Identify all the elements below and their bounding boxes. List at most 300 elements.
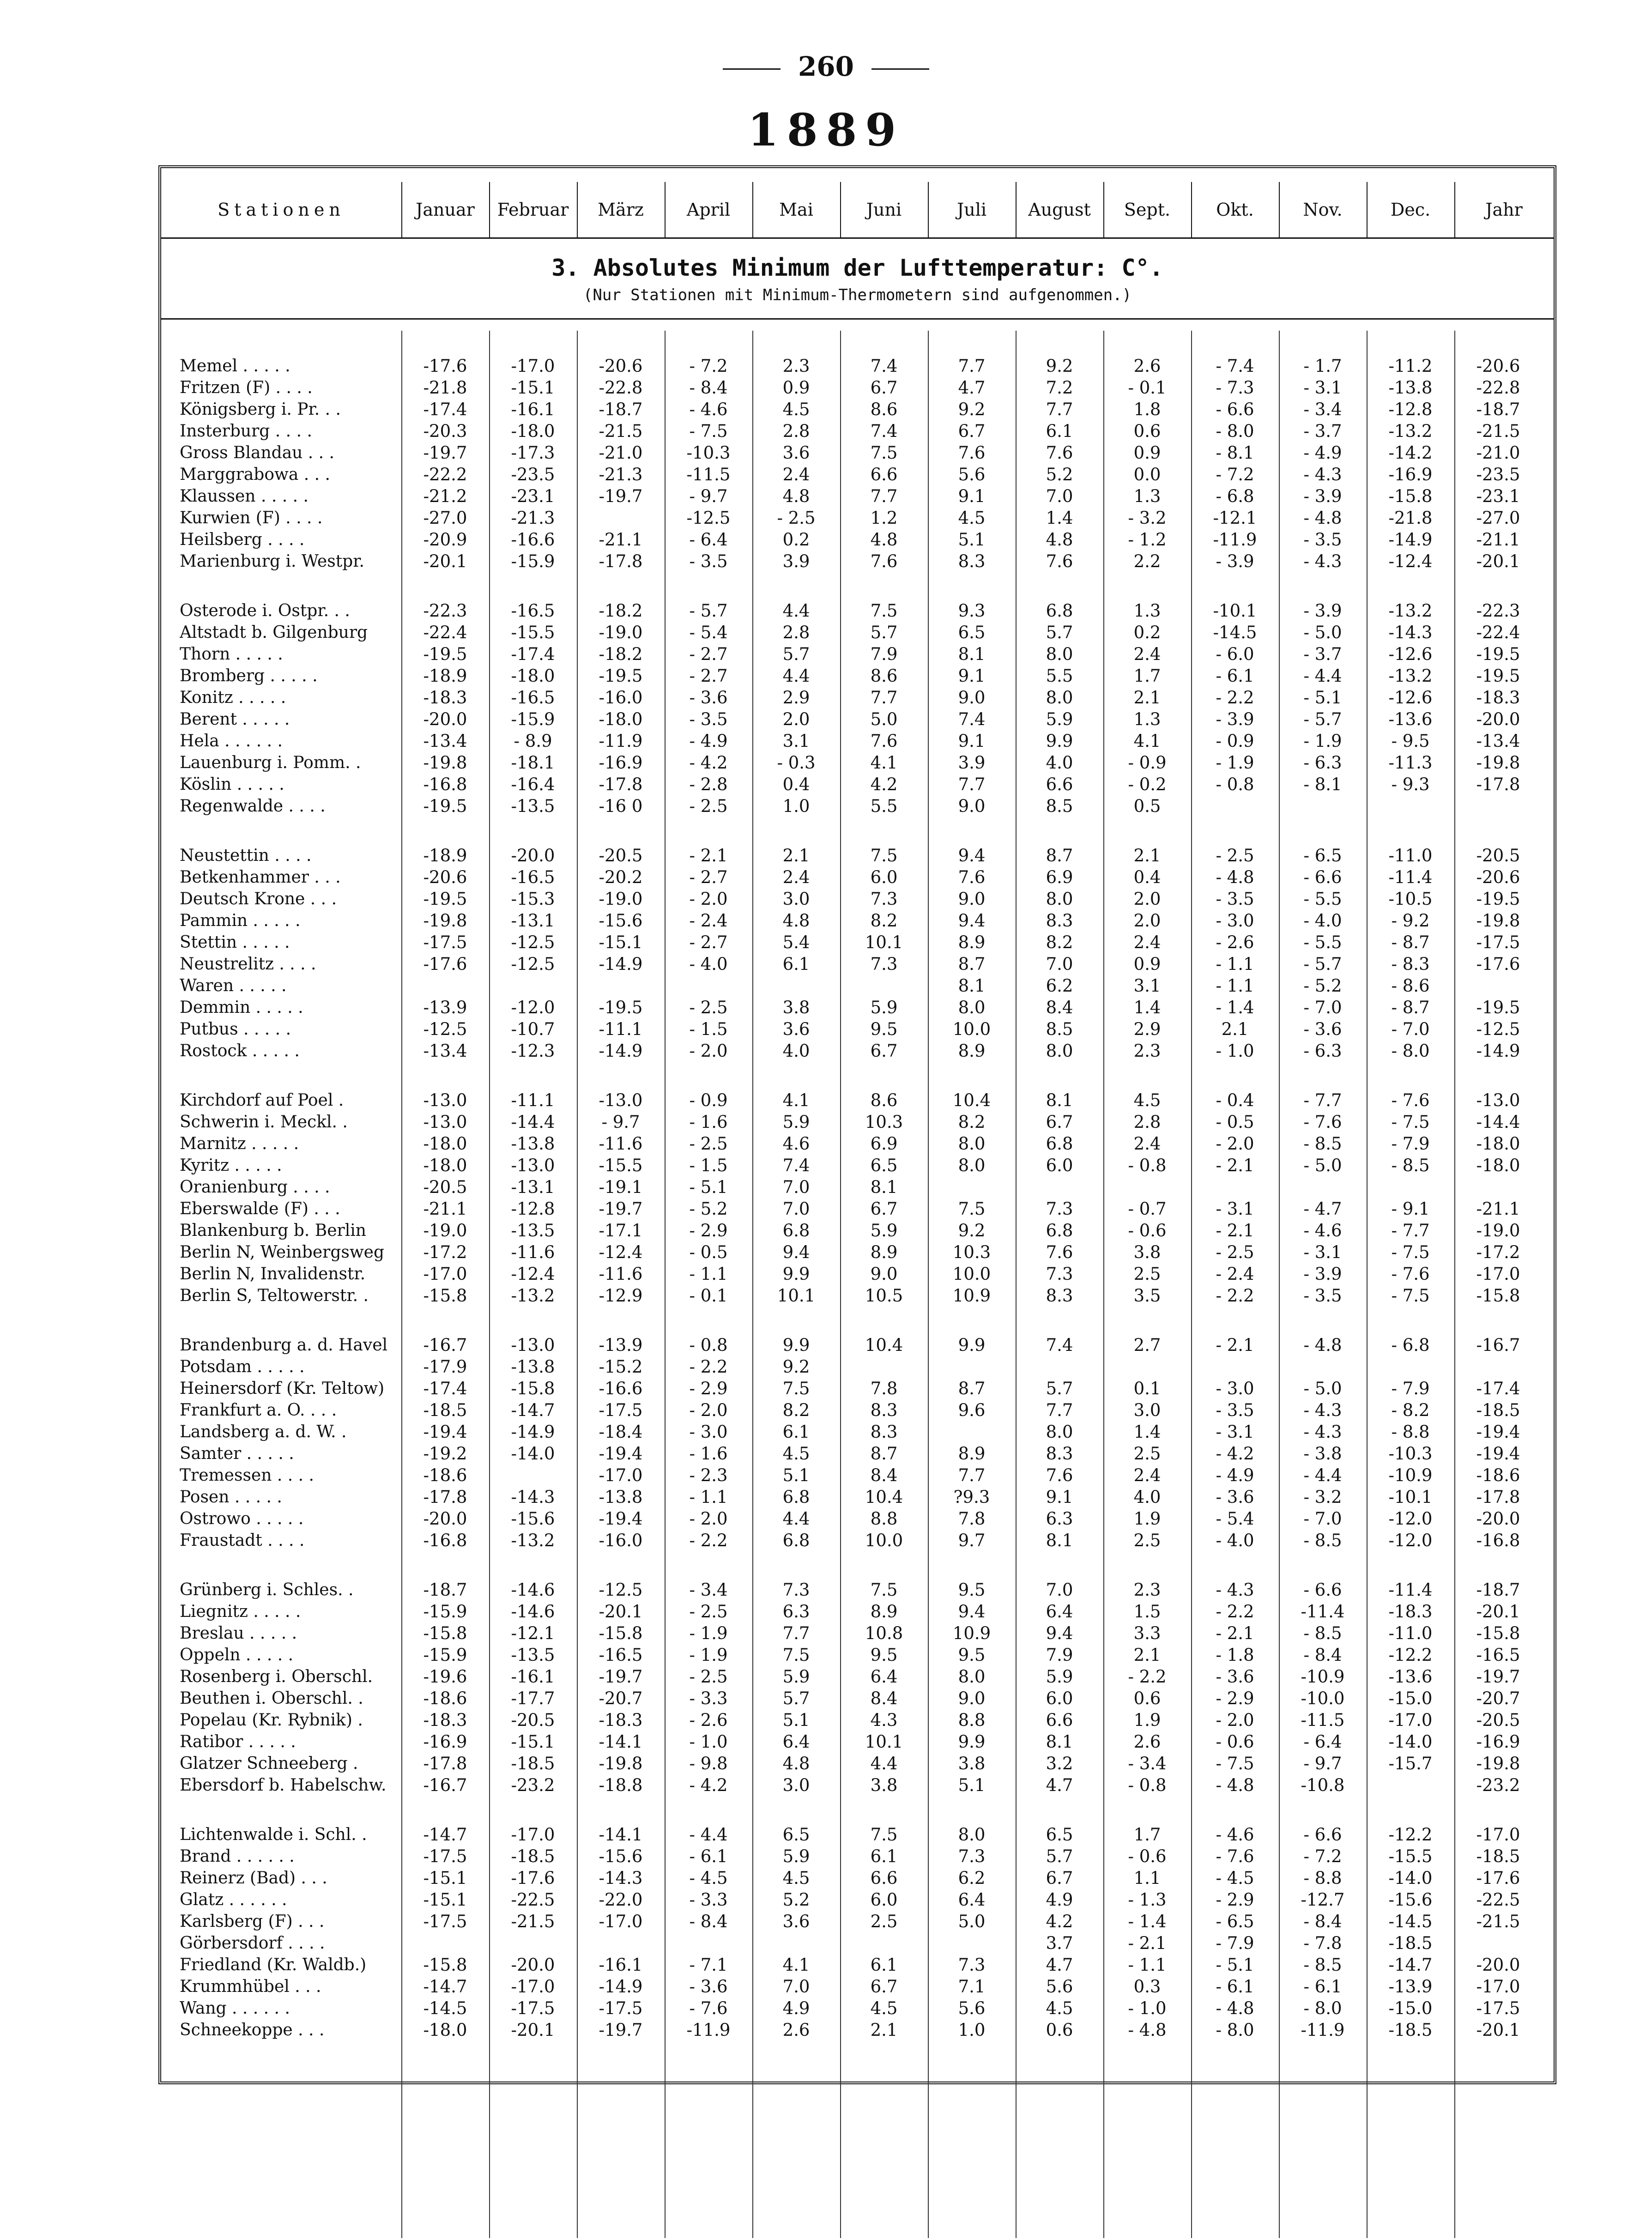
column-header-8: August (1028, 200, 1091, 220)
value-cell: 6.6 (1046, 1710, 1073, 1730)
value-cell: -13.0 (599, 1090, 643, 1110)
section-heading (161, 237, 1554, 320)
value-cell: - 7.5 (1391, 1242, 1430, 1262)
value-cell: - 6.8 (1391, 1335, 1430, 1355)
table-row (161, 1133, 1554, 1155)
value-cell: - 5.7 (1303, 954, 1342, 974)
value-cell: -14.9 (1476, 1041, 1520, 1061)
value-cell: - 8.9 (514, 731, 552, 751)
value-cell: - 4.5 (689, 1868, 728, 1888)
value-cell: -10.1 (1213, 601, 1257, 621)
value-cell: - 2.1 (1216, 1221, 1254, 1241)
value-cell: -11.9 (599, 731, 643, 751)
value-cell: -12.5 (599, 1580, 643, 1600)
value-cell: 4.8 (782, 911, 810, 931)
value-cell: 3.1 (782, 731, 810, 751)
value-cell: - 7.6 (689, 1998, 728, 2018)
value-cell: 4.3 (870, 1710, 898, 1730)
value-cell: -20.2 (599, 867, 643, 887)
value-cell: 4.4 (870, 1754, 898, 1773)
value-cell: -17.5 (1476, 1998, 1520, 2018)
value-cell: - 2.3 (689, 1465, 728, 1485)
value-cell: -20.6 (423, 867, 467, 887)
value-cell: -15.2 (599, 1357, 643, 1377)
station-name: Beuthen i. Oberschl. . (180, 1689, 363, 1708)
value-cell: - 3.5 (1303, 530, 1342, 550)
value-cell: - 2.0 (1216, 1710, 1254, 1730)
station-name: Karlsberg (F) . . . (180, 1912, 325, 1931)
value-cell: 7.3 (870, 889, 898, 909)
value-cell: -11.9 (686, 2020, 731, 2040)
value-cell: 2.3 (782, 356, 810, 376)
value-cell: - 0.6 (1128, 1221, 1167, 1241)
value-cell: -14.7 (423, 1825, 467, 1845)
value-cell: -13.6 (1388, 709, 1433, 729)
value-cell: 6.3 (1046, 1509, 1073, 1529)
value-cell: 5.9 (1046, 1667, 1073, 1687)
value-cell: 8.5 (1046, 796, 1073, 816)
value-cell: 7.3 (1046, 1199, 1073, 1219)
value-cell: -14.4 (1476, 1112, 1520, 1132)
value-cell: 6.8 (1046, 601, 1073, 621)
value-cell: 10.3 (865, 1112, 903, 1132)
value-cell: - 4.3 (1216, 1580, 1254, 1600)
station-name: Marggrabowa . . . (180, 465, 330, 484)
value-cell: - 3.4 (1128, 1754, 1167, 1773)
station-name: Bromberg . . . . . (180, 666, 318, 685)
value-cell: -19.7 (599, 2020, 643, 2040)
value-cell: - 3.9 (1216, 551, 1254, 571)
value-cell: - 3.2 (1303, 1487, 1342, 1507)
value-cell: -21.1 (1476, 530, 1520, 550)
value-cell: -11.9 (1213, 530, 1257, 550)
table-row (161, 1530, 1554, 1551)
table-row (161, 377, 1554, 399)
value-cell: - 9.7 (689, 486, 728, 506)
value-cell: -19.8 (1476, 753, 1520, 773)
value-cell: 2.4 (1133, 644, 1161, 664)
station-name: Breslau . . . . . (180, 1624, 297, 1643)
value-cell: 8.0 (1046, 889, 1073, 909)
table-row (161, 1846, 1554, 1867)
value-cell: 4.5 (782, 399, 810, 419)
station-name: Kurwien (F) . . . . (180, 508, 323, 527)
value-cell: -20.0 (511, 846, 555, 865)
value-cell: -21.0 (599, 443, 643, 463)
value-cell: 9.0 (958, 688, 986, 708)
value-cell: -14.0 (511, 1444, 555, 1464)
value-cell: 7.4 (1046, 1335, 1073, 1355)
value-cell: 7.6 (870, 731, 898, 751)
value-cell: -11.1 (511, 1090, 555, 1110)
value-cell: - 0.3 (777, 753, 816, 773)
value-cell: -13.5 (511, 796, 555, 816)
table-row (161, 1622, 1554, 1644)
value-cell: 8.6 (870, 1090, 898, 1110)
value-cell: - 8.1 (1303, 775, 1342, 794)
value-cell: -14.3 (599, 1868, 643, 1888)
value-cell: 7.5 (870, 1825, 898, 1845)
value-cell: -18.1 (511, 753, 555, 773)
value-cell: -19.7 (1476, 1667, 1520, 1687)
value-cell: -11.3 (1388, 753, 1433, 773)
value-cell: -19.0 (423, 1221, 467, 1241)
value-cell: -18.5 (1388, 1933, 1433, 1953)
table-row (161, 708, 1554, 730)
station-name: Reinerz (Bad) . . . (180, 1869, 327, 1888)
station-name: Berlin N, Weinbergsweg (180, 1243, 385, 1262)
table-row (161, 997, 1554, 1018)
value-cell: 8.8 (958, 1710, 986, 1730)
value-cell: 2.4 (1133, 1134, 1161, 1154)
value-cell: -17.0 (599, 1912, 643, 1931)
value-cell: -19.4 (1476, 1422, 1520, 1442)
value-cell: -19.8 (423, 753, 467, 773)
value-cell: - 2.0 (1216, 1134, 1254, 1154)
value-cell: -20.9 (423, 530, 467, 550)
value-cell: 0.1 (1133, 1379, 1161, 1398)
value-cell: 2.1 (1133, 846, 1161, 865)
value-cell: - 3.0 (1216, 911, 1254, 931)
value-cell: 8.0 (958, 1825, 986, 1845)
value-cell: -12.6 (1388, 688, 1433, 708)
value-cell: - 2.6 (1216, 932, 1254, 952)
value-cell: 7.0 (782, 1177, 810, 1197)
value-cell: - 6.4 (689, 530, 728, 550)
value-cell: - 8.0 (1391, 1041, 1430, 1061)
value-cell: ?9.3 (953, 1487, 990, 1507)
value-cell: - 0.7 (1128, 1199, 1167, 1219)
value-cell: - 6.1 (689, 1846, 728, 1866)
station-name: Brandenburg a. d. Havel (180, 1336, 388, 1355)
header-divider (1279, 182, 1280, 237)
value-cell: -21.1 (599, 530, 643, 550)
value-cell: 4.5 (782, 1444, 810, 1464)
value-cell: 8.0 (958, 1156, 986, 1175)
value-cell: -11.6 (599, 1264, 643, 1284)
value-cell: 4.5 (1133, 1090, 1161, 1110)
station-name: Pammin . . . . . (180, 911, 301, 930)
value-cell: 10.0 (952, 1019, 991, 1039)
value-cell: - 2.1 (689, 846, 728, 865)
value-cell: 2.4 (1133, 932, 1161, 952)
value-cell: - 8.5 (1303, 1531, 1342, 1550)
value-cell: 7.3 (782, 1580, 810, 1600)
value-cell: -18.6 (423, 1465, 467, 1485)
value-cell: -20.1 (1476, 1602, 1520, 1622)
value-cell: -16.9 (1388, 465, 1433, 484)
value-cell: 0.2 (782, 530, 810, 550)
value-cell: 6.2 (958, 1868, 986, 1888)
value-cell: 7.5 (782, 1645, 810, 1665)
value-cell: -15.9 (511, 551, 555, 571)
value-cell: -20.7 (599, 1688, 643, 1708)
value-cell: - 0.1 (689, 1286, 728, 1306)
value-cell: -19.8 (423, 911, 467, 931)
value-cell: - 7.0 (1391, 1019, 1430, 1039)
value-cell: -17.1 (599, 1221, 643, 1241)
value-cell: -17.4 (1476, 1379, 1520, 1398)
value-cell: -22.3 (423, 601, 467, 621)
value-cell: -17.8 (599, 775, 643, 794)
value-cell: - 4.6 (689, 399, 728, 419)
value-cell: 5.9 (782, 1667, 810, 1687)
value-cell: - 5.0 (1303, 623, 1342, 642)
value-cell: 5.1 (958, 530, 986, 550)
value-cell: - 7.4 (1216, 356, 1254, 376)
value-cell: 4.8 (782, 1754, 810, 1773)
value-cell: -18.4 (599, 1422, 643, 1442)
header-divider (1103, 182, 1104, 237)
value-cell: 8.2 (958, 1112, 986, 1132)
value-cell: - 2.9 (689, 1221, 728, 1241)
value-cell: - 2.5 (689, 1667, 728, 1687)
value-cell: 1.7 (1133, 666, 1161, 686)
value-cell: -23.1 (1476, 486, 1520, 506)
year-heading: 1889 (747, 104, 905, 156)
value-cell: -21.0 (1476, 443, 1520, 463)
value-cell: -13.2 (1388, 601, 1433, 621)
value-cell: - 2.5 (689, 998, 728, 1017)
value-cell: -18.0 (511, 666, 555, 686)
value-cell: 0.6 (1133, 421, 1161, 441)
station-name: Osterode i. Ostpr. . . (180, 601, 350, 620)
value-cell: -17.5 (423, 932, 467, 952)
value-cell: 9.7 (958, 1531, 986, 1550)
value-cell: -12.1 (1213, 508, 1257, 528)
value-cell: -12.8 (511, 1199, 555, 1219)
station-name: Regenwalde . . . . (180, 797, 326, 816)
value-cell: - 7.5 (1216, 1754, 1254, 1773)
value-cell: -11.0 (1388, 846, 1433, 865)
value-cell: -18.7 (599, 399, 643, 419)
value-cell: 6.9 (870, 1134, 898, 1154)
value-cell: 7.0 (1046, 954, 1073, 974)
value-cell: 7.0 (782, 1199, 810, 1219)
value-cell: -16.0 (599, 1531, 643, 1550)
value-cell: -13.2 (511, 1531, 555, 1550)
value-cell: -19.1 (599, 1177, 643, 1197)
table-row (161, 795, 1554, 817)
value-cell: - 3.1 (1216, 1199, 1254, 1219)
value-cell: -19.8 (599, 1754, 643, 1773)
value-cell: - 6.1 (1216, 1977, 1254, 1997)
value-cell: 9.9 (958, 1732, 986, 1752)
value-cell: -20.1 (423, 551, 467, 571)
value-cell: -15.6 (1388, 1890, 1433, 1910)
value-cell: -15.8 (511, 1379, 555, 1398)
value-cell: 9.9 (958, 1335, 986, 1355)
table-row (161, 1176, 1554, 1198)
value-cell: 8.0 (958, 998, 986, 1017)
table-row (161, 399, 1554, 420)
value-cell: 8.6 (870, 399, 898, 419)
value-cell: -15.6 (511, 1509, 555, 1529)
value-cell: 3.0 (782, 889, 810, 909)
value-cell: -23.2 (511, 1775, 555, 1795)
value-cell: 0.5 (1133, 796, 1161, 816)
value-cell: 9.0 (958, 1688, 986, 1708)
value-cell: -19.5 (423, 796, 467, 816)
value-cell: -19.5 (1476, 644, 1520, 664)
value-cell: -17.2 (1476, 1242, 1520, 1262)
value-cell: -20.1 (1476, 2020, 1520, 2040)
value-cell: -19.5 (599, 666, 643, 686)
value-cell: -10.8 (1301, 1775, 1345, 1795)
value-cell: -20.0 (423, 1509, 467, 1529)
value-cell: -14.9 (599, 1041, 643, 1061)
column-header-5: Mai (779, 200, 813, 220)
value-cell: 7.9 (1046, 1645, 1073, 1665)
value-cell: -14.1 (599, 1825, 643, 1845)
value-cell: - 3.0 (689, 1422, 728, 1442)
value-cell: -18.6 (1476, 1465, 1520, 1485)
value-cell: 8.3 (1046, 1444, 1073, 1464)
value-cell: 6.5 (782, 1825, 810, 1845)
value-cell: 10.4 (952, 1090, 991, 1110)
value-cell: -16.1 (511, 1667, 555, 1687)
value-cell: 1.4 (1133, 998, 1161, 1017)
value-cell: -13.5 (511, 1645, 555, 1665)
value-cell: - 9.7 (1303, 1754, 1342, 1773)
value-cell: -13.9 (599, 1335, 643, 1355)
table-row (161, 910, 1554, 932)
value-cell: 5.9 (1046, 709, 1073, 729)
value-cell: -18.5 (511, 1846, 555, 1866)
value-cell: 6.6 (870, 1868, 898, 1888)
table-row (161, 1018, 1554, 1040)
header-divider (665, 182, 666, 237)
table-row (161, 1399, 1554, 1421)
value-cell: -11.6 (511, 1242, 555, 1262)
column-divider (1191, 331, 1192, 2238)
value-cell: 7.6 (958, 867, 986, 887)
table-row (161, 1421, 1554, 1443)
value-cell: -15.1 (423, 1890, 467, 1910)
station-name: Köslin . . . . . (180, 775, 284, 794)
value-cell: -16.1 (599, 1955, 643, 1975)
value-cell: - 2.1 (1128, 1933, 1167, 1953)
value-cell: -20.7 (1476, 1688, 1520, 1708)
value-cell: -12.4 (511, 1264, 555, 1284)
value-cell: -21.5 (599, 421, 643, 441)
column-header-13: Jahr (1485, 200, 1523, 220)
value-cell: -11.4 (1388, 1580, 1433, 1600)
value-cell: 1.8 (1133, 399, 1161, 419)
value-cell: - 1.2 (1128, 530, 1167, 550)
station-name: Klaussen . . . . . (180, 487, 309, 506)
value-cell: 6.4 (958, 1890, 986, 1910)
value-cell: -17.5 (1476, 932, 1520, 952)
value-cell: -20.1 (599, 1602, 643, 1622)
station-name: Waren . . . . . (180, 976, 287, 995)
value-cell: - 1.1 (689, 1264, 728, 1284)
table-row (161, 1241, 1554, 1263)
value-cell: - 7.0 (1303, 1509, 1342, 1529)
value-cell: -14.7 (511, 1400, 555, 1420)
value-cell: 2.1 (1133, 1645, 1161, 1665)
value-cell: -17.9 (423, 1357, 467, 1377)
value-cell: 8.9 (870, 1242, 898, 1262)
value-cell: - 3.1 (1303, 378, 1342, 398)
value-cell: 6.7 (870, 378, 898, 398)
value-cell: -11.4 (1388, 867, 1433, 887)
value-cell: 9.0 (870, 1264, 898, 1284)
value-cell: - 8.5 (1303, 1134, 1342, 1154)
value-cell: 9.5 (870, 1645, 898, 1665)
value-cell: 3.1 (1133, 976, 1161, 996)
value-cell: -17.0 (511, 1825, 555, 1845)
value-cell: - 8.5 (1303, 1623, 1342, 1643)
value-cell: -16 0 (599, 796, 643, 816)
value-cell: 0.4 (782, 775, 810, 794)
value-cell: - 8.5 (1391, 1156, 1430, 1175)
value-cell: -15.9 (511, 709, 555, 729)
value-cell: 4.5 (1046, 1998, 1073, 2018)
value-cell: -27.0 (1476, 508, 1520, 528)
value-cell: - 4.4 (689, 1825, 728, 1845)
column-header-12: Dec. (1390, 200, 1431, 220)
column-divider (489, 331, 490, 2238)
station-name: Friedland (Kr. Waldb.) (180, 1955, 367, 1974)
value-cell: - 6.1 (1216, 666, 1254, 686)
value-cell: - 2.5 (689, 1134, 728, 1154)
table-row (161, 1111, 1554, 1133)
value-cell: - 8.5 (1303, 1955, 1342, 1975)
value-cell: - 4.3 (1303, 1400, 1342, 1420)
value-cell: - 1.9 (1216, 753, 1254, 773)
value-cell: 8.7 (870, 1444, 898, 1464)
value-cell: -12.2 (1388, 1645, 1433, 1665)
column-header-10: Okt. (1216, 200, 1254, 220)
value-cell: - 4.8 (1128, 2020, 1167, 2040)
value-cell: - 1.1 (1128, 1955, 1167, 1975)
table-row (161, 730, 1554, 752)
value-cell: - 8.4 (1303, 1645, 1342, 1665)
value-cell: -17.0 (511, 1977, 555, 1997)
value-cell: - 4.3 (1303, 551, 1342, 571)
value-cell: 2.9 (1133, 1019, 1161, 1039)
value-cell: -14.9 (599, 954, 643, 974)
data-table (158, 165, 1556, 2084)
table-row (161, 845, 1554, 866)
table-row (161, 1464, 1554, 1486)
value-cell: 8.0 (958, 1667, 986, 1687)
value-cell: 3.6 (782, 1912, 810, 1931)
value-cell: -17.4 (511, 644, 555, 664)
value-cell: 7.5 (870, 846, 898, 865)
value-cell: 7.5 (870, 1580, 898, 1600)
value-cell: 1.3 (1133, 709, 1161, 729)
value-cell: - 9.5 (1391, 731, 1430, 751)
value-cell: - 8.0 (1216, 2020, 1254, 2040)
value-cell: 7.7 (870, 688, 898, 708)
station-name: Glatz . . . . . . (180, 1890, 287, 1909)
value-cell: 9.0 (958, 889, 986, 909)
header-divider (1367, 182, 1368, 237)
value-cell: 6.5 (958, 623, 986, 642)
value-cell: -17.5 (511, 1998, 555, 2018)
value-cell: 6.0 (1046, 1688, 1073, 1708)
value-cell: 7.3 (870, 954, 898, 974)
value-cell: -23.2 (1476, 1775, 1520, 1795)
value-cell: 6.3 (782, 1602, 810, 1622)
station-name: Liegnitz . . . . . (180, 1602, 301, 1621)
value-cell: -15.5 (599, 1156, 643, 1175)
value-cell: 4.0 (1133, 1487, 1161, 1507)
value-cell: -17.7 (511, 1688, 555, 1708)
value-cell: -11.0 (1388, 1623, 1433, 1643)
